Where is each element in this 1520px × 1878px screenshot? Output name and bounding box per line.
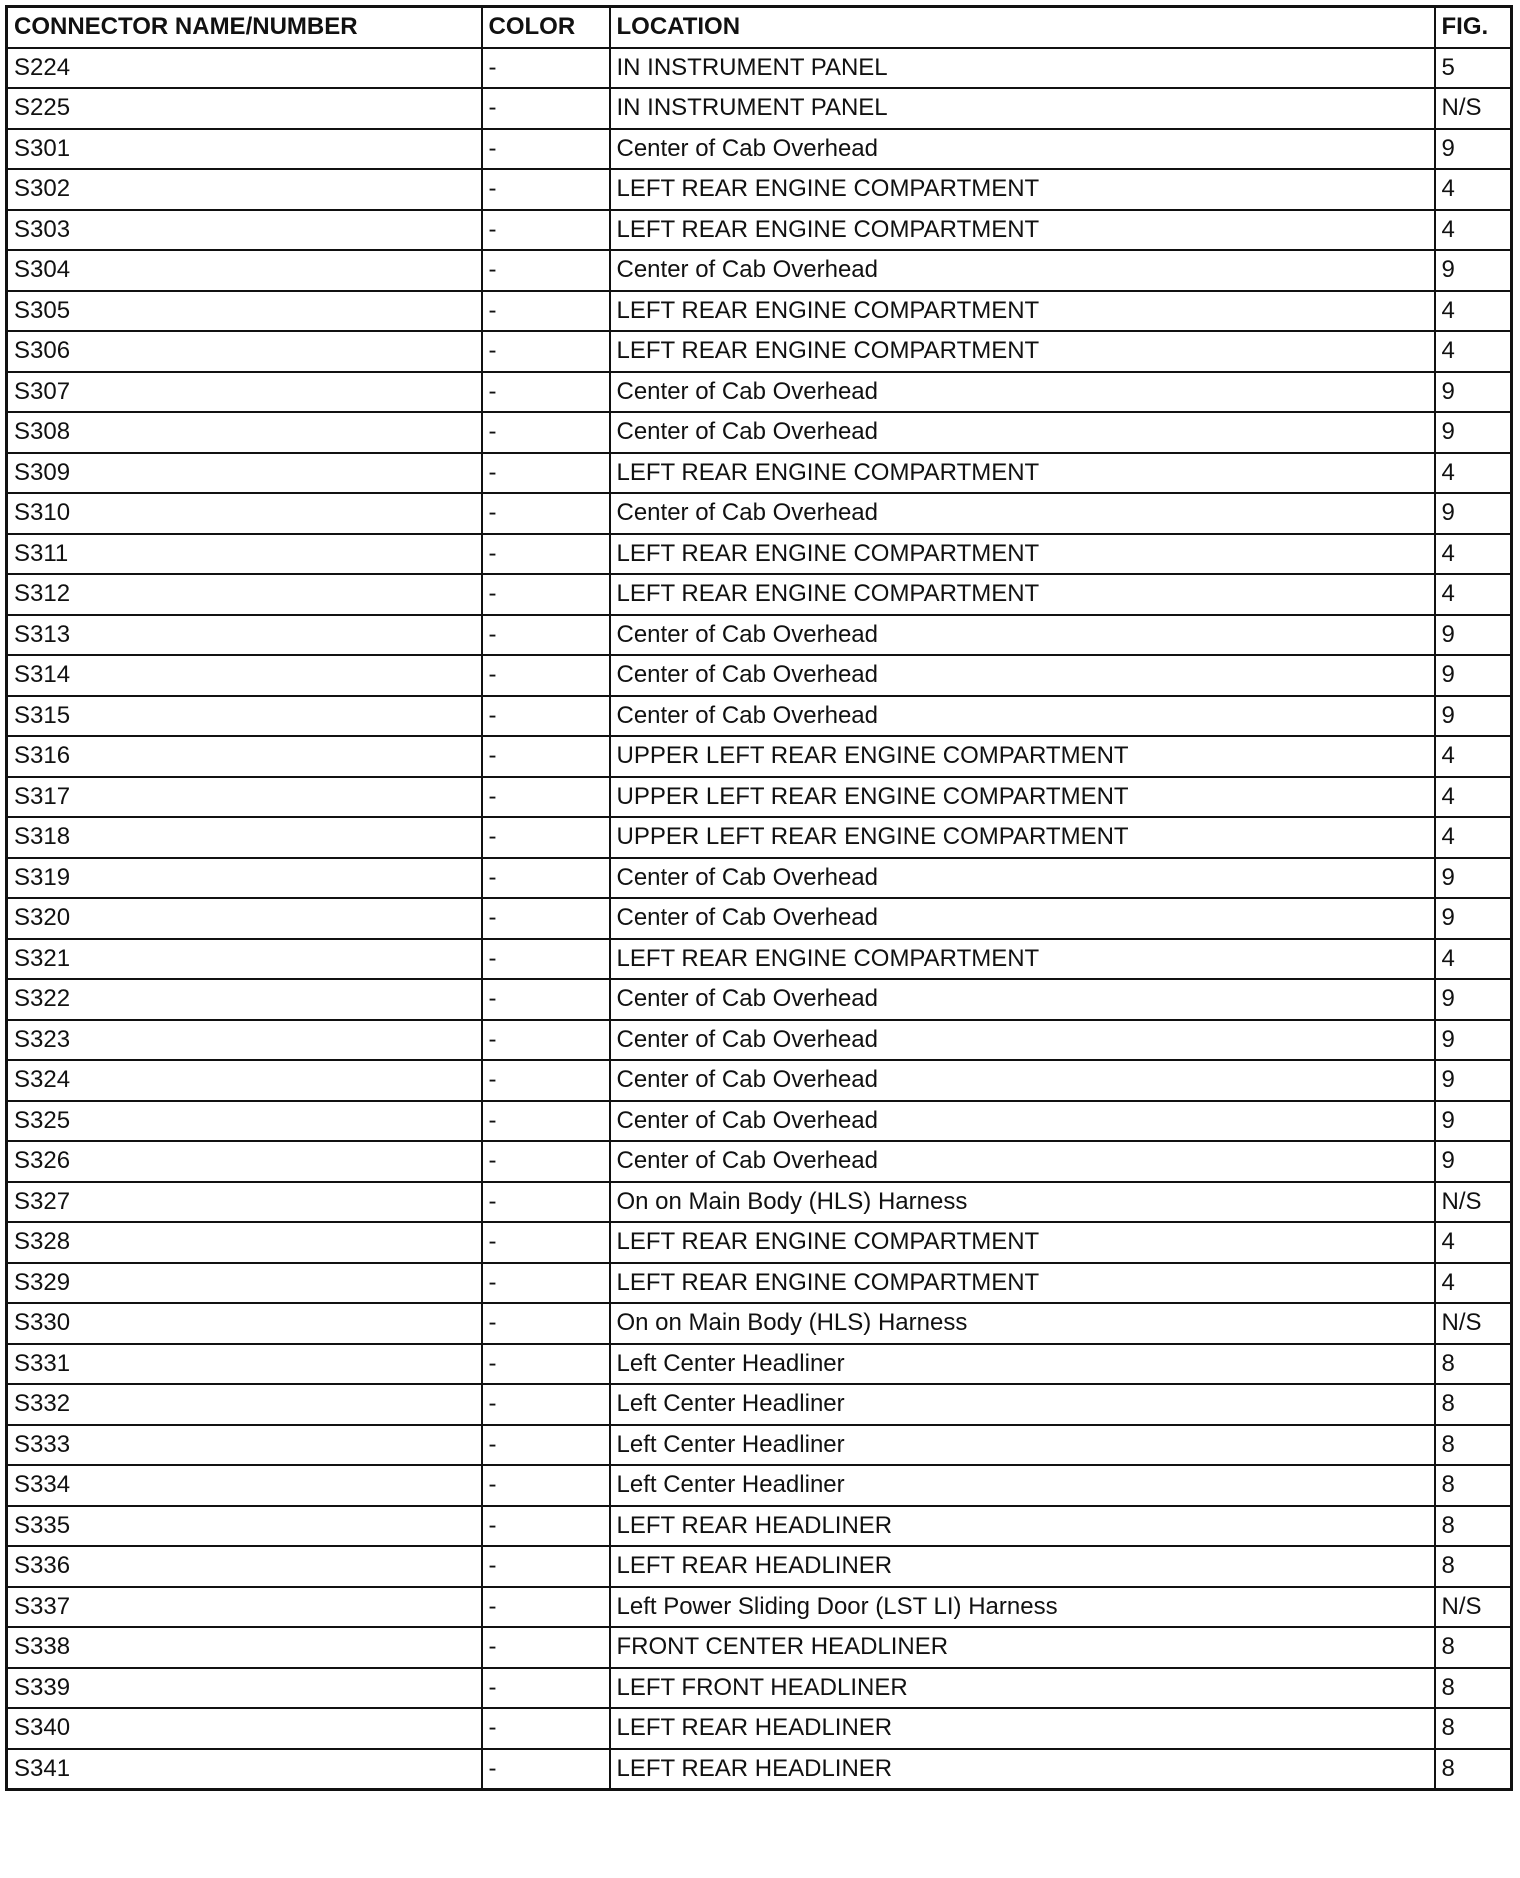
color-cell: - bbox=[482, 291, 610, 332]
location-cell: Center of Cab Overhead bbox=[610, 1060, 1435, 1101]
connector-location-table bbox=[5, 5, 1513, 1791]
connector-cell: S332 bbox=[7, 1384, 482, 1425]
table-row bbox=[7, 817, 1512, 858]
fig-cell: 4 bbox=[1435, 291, 1512, 332]
connector-cell: S224 bbox=[7, 48, 482, 89]
location-cell: On on Main Body (HLS) Harness bbox=[610, 1303, 1435, 1344]
location-cell: LEFT REAR ENGINE COMPARTMENT bbox=[610, 1263, 1435, 1304]
connector-cell: S306 bbox=[7, 331, 482, 372]
fig-cell: 9 bbox=[1435, 412, 1512, 453]
fig-cell: 9 bbox=[1435, 129, 1512, 170]
fig-cell: 8 bbox=[1435, 1749, 1512, 1790]
table-row bbox=[7, 48, 1512, 89]
table-row bbox=[7, 574, 1512, 615]
fig-cell: 9 bbox=[1435, 979, 1512, 1020]
column-header-connector: CONNECTOR NAME/NUMBER bbox=[7, 7, 482, 48]
connector-cell: S333 bbox=[7, 1425, 482, 1466]
color-cell: - bbox=[482, 858, 610, 899]
location-cell: LEFT REAR ENGINE COMPARTMENT bbox=[610, 534, 1435, 575]
connector-cell: S327 bbox=[7, 1182, 482, 1223]
color-cell: - bbox=[482, 696, 610, 737]
location-cell: UPPER LEFT REAR ENGINE COMPARTMENT bbox=[610, 777, 1435, 818]
fig-cell: 5 bbox=[1435, 48, 1512, 89]
connector-cell: S311 bbox=[7, 534, 482, 575]
location-cell: Center of Cab Overhead bbox=[610, 412, 1435, 453]
color-cell: - bbox=[482, 48, 610, 89]
table-row bbox=[7, 1344, 1512, 1385]
location-cell: Center of Cab Overhead bbox=[610, 696, 1435, 737]
fig-cell: 8 bbox=[1435, 1506, 1512, 1547]
color-cell: - bbox=[482, 1465, 610, 1506]
connector-cell: S336 bbox=[7, 1546, 482, 1587]
color-cell: - bbox=[482, 493, 610, 534]
fig-cell: 9 bbox=[1435, 1060, 1512, 1101]
color-cell: - bbox=[482, 453, 610, 494]
fig-cell: 8 bbox=[1435, 1384, 1512, 1425]
column-header-fig: FIG. bbox=[1435, 7, 1512, 48]
fig-cell: 9 bbox=[1435, 1020, 1512, 1061]
connector-cell: S328 bbox=[7, 1222, 482, 1263]
table-row bbox=[7, 1263, 1512, 1304]
table-row bbox=[7, 291, 1512, 332]
table-row bbox=[7, 210, 1512, 251]
fig-cell: 4 bbox=[1435, 453, 1512, 494]
fig-cell: 8 bbox=[1435, 1546, 1512, 1587]
location-cell: LEFT REAR ENGINE COMPARTMENT bbox=[610, 574, 1435, 615]
location-cell: Center of Cab Overhead bbox=[610, 250, 1435, 291]
location-cell: Left Center Headliner bbox=[610, 1425, 1435, 1466]
connector-cell: S340 bbox=[7, 1708, 482, 1749]
connector-cell: S309 bbox=[7, 453, 482, 494]
color-cell: - bbox=[482, 655, 610, 696]
table-row bbox=[7, 777, 1512, 818]
table-row bbox=[7, 1749, 1512, 1790]
table-row bbox=[7, 696, 1512, 737]
table-row bbox=[7, 1668, 1512, 1709]
connector-cell: S341 bbox=[7, 1749, 482, 1790]
location-cell: Center of Cab Overhead bbox=[610, 372, 1435, 413]
connector-cell: S322 bbox=[7, 979, 482, 1020]
fig-cell: 9 bbox=[1435, 1141, 1512, 1182]
location-cell: LEFT REAR ENGINE COMPARTMENT bbox=[610, 291, 1435, 332]
fig-cell: 8 bbox=[1435, 1668, 1512, 1709]
fig-cell: 4 bbox=[1435, 1222, 1512, 1263]
color-cell: - bbox=[482, 169, 610, 210]
location-cell: Center of Cab Overhead bbox=[610, 1101, 1435, 1142]
table-row bbox=[7, 1587, 1512, 1628]
location-cell: Left Power Sliding Door (LST LI) Harness bbox=[610, 1587, 1435, 1628]
location-cell: Left Center Headliner bbox=[610, 1344, 1435, 1385]
table-row bbox=[7, 493, 1512, 534]
color-cell: - bbox=[482, 1708, 610, 1749]
color-cell: - bbox=[482, 1749, 610, 1790]
table-row bbox=[7, 331, 1512, 372]
connector-cell: S320 bbox=[7, 898, 482, 939]
table-row bbox=[7, 1627, 1512, 1668]
color-cell: - bbox=[482, 898, 610, 939]
fig-cell: 8 bbox=[1435, 1425, 1512, 1466]
table-row bbox=[7, 1384, 1512, 1425]
color-cell: - bbox=[482, 1263, 610, 1304]
table-row bbox=[7, 1506, 1512, 1547]
connector-cell: S335 bbox=[7, 1506, 482, 1547]
connector-cell: S303 bbox=[7, 210, 482, 251]
location-cell: UPPER LEFT REAR ENGINE COMPARTMENT bbox=[610, 817, 1435, 858]
location-cell: Center of Cab Overhead bbox=[610, 898, 1435, 939]
connector-cell: S317 bbox=[7, 777, 482, 818]
color-cell: - bbox=[482, 1060, 610, 1101]
location-cell: LEFT REAR ENGINE COMPARTMENT bbox=[610, 939, 1435, 980]
location-cell: LEFT REAR ENGINE COMPARTMENT bbox=[610, 1222, 1435, 1263]
color-cell: - bbox=[482, 1020, 610, 1061]
location-cell: Center of Cab Overhead bbox=[610, 1020, 1435, 1061]
fig-cell: 8 bbox=[1435, 1344, 1512, 1385]
table-row bbox=[7, 979, 1512, 1020]
color-cell: - bbox=[482, 817, 610, 858]
fig-cell: 4 bbox=[1435, 817, 1512, 858]
table-row bbox=[7, 1020, 1512, 1061]
connector-cell: S331 bbox=[7, 1344, 482, 1385]
connector-cell: S304 bbox=[7, 250, 482, 291]
fig-cell: 9 bbox=[1435, 1101, 1512, 1142]
fig-cell: N/S bbox=[1435, 1182, 1512, 1223]
fig-cell: 9 bbox=[1435, 372, 1512, 413]
location-cell: LEFT REAR HEADLINER bbox=[610, 1546, 1435, 1587]
connector-cell: S314 bbox=[7, 655, 482, 696]
table-row bbox=[7, 169, 1512, 210]
location-cell: FRONT CENTER HEADLINER bbox=[610, 1627, 1435, 1668]
connector-cell: S326 bbox=[7, 1141, 482, 1182]
table-row bbox=[7, 372, 1512, 413]
fig-cell: 9 bbox=[1435, 493, 1512, 534]
fig-cell: N/S bbox=[1435, 88, 1512, 129]
location-cell: Center of Cab Overhead bbox=[610, 655, 1435, 696]
table-row bbox=[7, 615, 1512, 656]
connector-cell: S308 bbox=[7, 412, 482, 453]
connector-cell: S301 bbox=[7, 129, 482, 170]
fig-cell: 9 bbox=[1435, 250, 1512, 291]
table-row bbox=[7, 939, 1512, 980]
color-cell: - bbox=[482, 88, 610, 129]
color-cell: - bbox=[482, 412, 610, 453]
color-cell: - bbox=[482, 1587, 610, 1628]
table-row bbox=[7, 1141, 1512, 1182]
fig-cell: N/S bbox=[1435, 1303, 1512, 1344]
connector-cell: S316 bbox=[7, 736, 482, 777]
column-header-location: LOCATION bbox=[610, 7, 1435, 48]
connector-cell: S334 bbox=[7, 1465, 482, 1506]
connector-cell: S310 bbox=[7, 493, 482, 534]
location-cell: Center of Cab Overhead bbox=[610, 858, 1435, 899]
color-cell: - bbox=[482, 1668, 610, 1709]
color-cell: - bbox=[482, 1141, 610, 1182]
color-cell: - bbox=[482, 210, 610, 251]
location-cell: Center of Cab Overhead bbox=[610, 129, 1435, 170]
color-cell: - bbox=[482, 331, 610, 372]
column-header-color: COLOR bbox=[482, 7, 610, 48]
color-cell: - bbox=[482, 1546, 610, 1587]
location-cell: LEFT REAR HEADLINER bbox=[610, 1708, 1435, 1749]
color-cell: - bbox=[482, 777, 610, 818]
fig-cell: N/S bbox=[1435, 1587, 1512, 1628]
table-header-row bbox=[7, 7, 1512, 48]
color-cell: - bbox=[482, 372, 610, 413]
fig-cell: 4 bbox=[1435, 1263, 1512, 1304]
fig-cell: 4 bbox=[1435, 331, 1512, 372]
location-cell: Center of Cab Overhead bbox=[610, 979, 1435, 1020]
color-cell: - bbox=[482, 1627, 610, 1668]
fig-cell: 4 bbox=[1435, 574, 1512, 615]
fig-cell: 9 bbox=[1435, 655, 1512, 696]
fig-cell: 8 bbox=[1435, 1465, 1512, 1506]
table-row bbox=[7, 1303, 1512, 1344]
fig-cell: 4 bbox=[1435, 534, 1512, 575]
table-row bbox=[7, 1465, 1512, 1506]
fig-cell: 4 bbox=[1435, 210, 1512, 251]
location-cell: Left Center Headliner bbox=[610, 1465, 1435, 1506]
connector-cell: S302 bbox=[7, 169, 482, 210]
table-row bbox=[7, 736, 1512, 777]
fig-cell: 4 bbox=[1435, 777, 1512, 818]
location-cell: LEFT REAR ENGINE COMPARTMENT bbox=[610, 331, 1435, 372]
fig-cell: 4 bbox=[1435, 736, 1512, 777]
table-row bbox=[7, 129, 1512, 170]
table-row bbox=[7, 858, 1512, 899]
fig-cell: 9 bbox=[1435, 858, 1512, 899]
fig-cell: 8 bbox=[1435, 1708, 1512, 1749]
table-body bbox=[7, 48, 1512, 1790]
connector-cell: S318 bbox=[7, 817, 482, 858]
location-cell: LEFT REAR ENGINE COMPARTMENT bbox=[610, 210, 1435, 251]
connector-cell: S337 bbox=[7, 1587, 482, 1628]
location-cell: LEFT REAR ENGINE COMPARTMENT bbox=[610, 169, 1435, 210]
color-cell: - bbox=[482, 939, 610, 980]
connector-cell: S312 bbox=[7, 574, 482, 615]
location-cell: LEFT REAR HEADLINER bbox=[610, 1749, 1435, 1790]
color-cell: - bbox=[482, 574, 610, 615]
color-cell: - bbox=[482, 534, 610, 575]
table-row bbox=[7, 1708, 1512, 1749]
table-row bbox=[7, 1425, 1512, 1466]
table-row bbox=[7, 1222, 1512, 1263]
location-cell: On on Main Body (HLS) Harness bbox=[610, 1182, 1435, 1223]
table-row bbox=[7, 88, 1512, 129]
color-cell: - bbox=[482, 1344, 610, 1385]
connector-cell: S330 bbox=[7, 1303, 482, 1344]
table-row bbox=[7, 1101, 1512, 1142]
fig-cell: 8 bbox=[1435, 1627, 1512, 1668]
fig-cell: 4 bbox=[1435, 939, 1512, 980]
location-cell: IN INSTRUMENT PANEL bbox=[610, 88, 1435, 129]
table-row bbox=[7, 655, 1512, 696]
color-cell: - bbox=[482, 736, 610, 777]
location-cell: Center of Cab Overhead bbox=[610, 493, 1435, 534]
table-row bbox=[7, 1546, 1512, 1587]
connector-cell: S339 bbox=[7, 1668, 482, 1709]
connector-cell: S225 bbox=[7, 88, 482, 129]
connector-cell: S321 bbox=[7, 939, 482, 980]
table-row bbox=[7, 250, 1512, 291]
connector-cell: S313 bbox=[7, 615, 482, 656]
color-cell: - bbox=[482, 1182, 610, 1223]
table-row bbox=[7, 412, 1512, 453]
connector-cell: S324 bbox=[7, 1060, 482, 1101]
location-cell: UPPER LEFT REAR ENGINE COMPARTMENT bbox=[610, 736, 1435, 777]
fig-cell: 9 bbox=[1435, 898, 1512, 939]
connector-cell: S323 bbox=[7, 1020, 482, 1061]
connector-cell: S325 bbox=[7, 1101, 482, 1142]
location-cell: LEFT FRONT HEADLINER bbox=[610, 1668, 1435, 1709]
connector-cell: S319 bbox=[7, 858, 482, 899]
color-cell: - bbox=[482, 129, 610, 170]
table-row bbox=[7, 898, 1512, 939]
color-cell: - bbox=[482, 1384, 610, 1425]
color-cell: - bbox=[482, 979, 610, 1020]
connector-cell: S338 bbox=[7, 1627, 482, 1668]
color-cell: - bbox=[482, 1506, 610, 1547]
color-cell: - bbox=[482, 1303, 610, 1344]
table-row bbox=[7, 1060, 1512, 1101]
color-cell: - bbox=[482, 1101, 610, 1142]
color-cell: - bbox=[482, 615, 610, 656]
location-cell: Left Center Headliner bbox=[610, 1384, 1435, 1425]
connector-cell: S315 bbox=[7, 696, 482, 737]
location-cell: IN INSTRUMENT PANEL bbox=[610, 48, 1435, 89]
table-row bbox=[7, 534, 1512, 575]
fig-cell: 4 bbox=[1435, 169, 1512, 210]
location-cell: LEFT REAR HEADLINER bbox=[610, 1506, 1435, 1547]
fig-cell: 9 bbox=[1435, 615, 1512, 656]
location-cell: Center of Cab Overhead bbox=[610, 615, 1435, 656]
location-cell: Center of Cab Overhead bbox=[610, 1141, 1435, 1182]
connector-cell: S305 bbox=[7, 291, 482, 332]
color-cell: - bbox=[482, 1425, 610, 1466]
table-row bbox=[7, 453, 1512, 494]
table-row bbox=[7, 1182, 1512, 1223]
color-cell: - bbox=[482, 1222, 610, 1263]
fig-cell: 9 bbox=[1435, 696, 1512, 737]
location-cell: LEFT REAR ENGINE COMPARTMENT bbox=[610, 453, 1435, 494]
color-cell: - bbox=[482, 250, 610, 291]
connector-cell: S307 bbox=[7, 372, 482, 413]
connector-cell: S329 bbox=[7, 1263, 482, 1304]
